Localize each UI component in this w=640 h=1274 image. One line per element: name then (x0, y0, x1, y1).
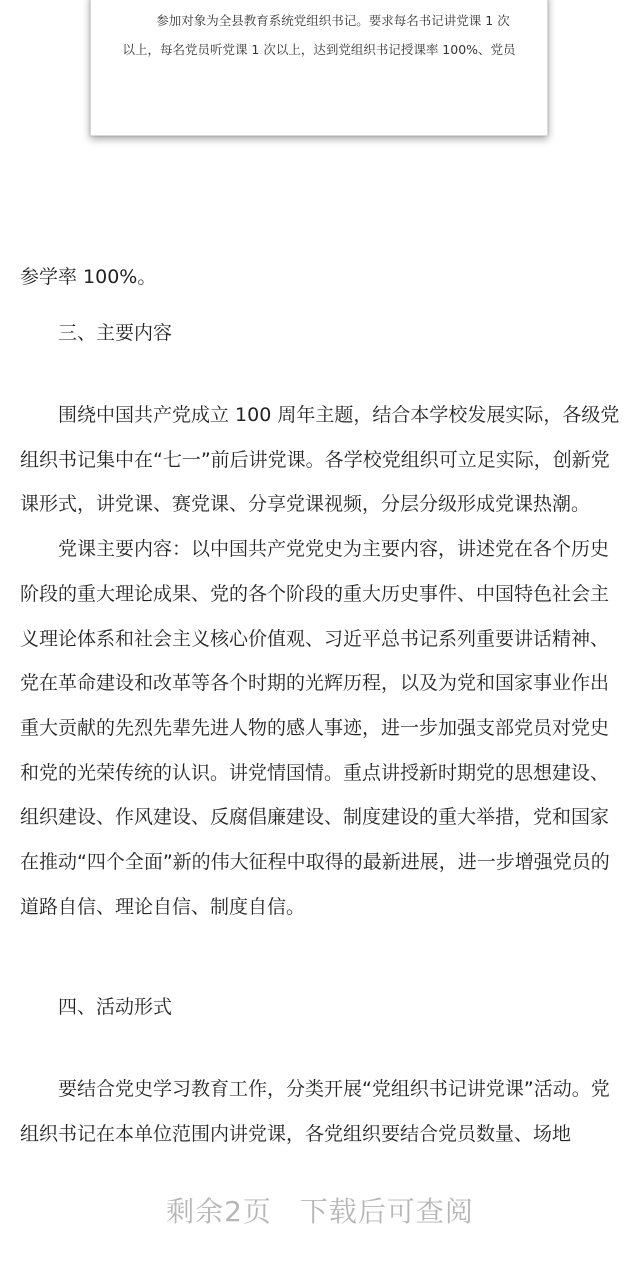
download-more-banner[interactable] (0, 1190, 640, 1230)
page-preview-card (90, 0, 548, 136)
section-3-content (20, 393, 624, 929)
section-3-heading: 三、主要内容 (58, 322, 173, 344)
preview-line-1: 参加对象为全县教育系统党组织书记。要求每名书记讲党课 1 次 (156, 13, 510, 28)
preview-line-2: 以上，每名党员听党课 1 次以上，达到党组织书记授课率 100%、党员 (122, 42, 516, 57)
section-4-heading: 四、活动形式 (58, 996, 173, 1018)
continuation-text: 参学率 100%。 (20, 266, 157, 288)
section-3-paragraph-2: 党课主要内容：以中国共产党党史为主要内容，讲述党在各个历史阶段的重大理论成果、党的各个阶段的重大历史事件、中国特色社会主义理论体系和社会主义核心价值观、习近平总书记系列重要讲话精神、党在革命建设和改革等各个时期的光辉历程，以及为党和国家事业作出重大贡献的先烈先辈先进人物的感人事迹，进一步加强支部党员对党史和党的光荣传统的认识。讲党情国情。重点讲授新时期党的思想建设、组织建设、作风建设、反腐倡廉建设、制度建设的重大举措，党和国家在推动“四个全面”新的伟大征程中取得的最新进展，进一步增强党员的道路自信、理论自信、制度自信。 (20, 538, 610, 918)
section-4-content (20, 1067, 624, 1156)
section-3-paragraph-1: 围绕中国共产党成立 100 周年主题，结合本学校发展实际，各级党组织书记集中在“七一”前后讲党课。各学校党组织可立足实际，创新党课形式，讲党课、赛党课、分享党课视频，分层分级形成党课热潮。 (20, 404, 620, 516)
section-3 (20, 311, 624, 356)
document-body (20, 255, 624, 300)
section-4-paragraph-1: 要结合党史学习教育工作，分类开展“党组织书记讲党课”活动。党组织书记在本单位范围内讲党课，各党组织要结合党员数量、场地 (20, 1078, 610, 1145)
download-prompt-label: 下载后可查阅 (299, 1195, 474, 1228)
remaining-pages-label: 剩余2页 (166, 1195, 272, 1228)
section-4 (20, 985, 624, 1030)
